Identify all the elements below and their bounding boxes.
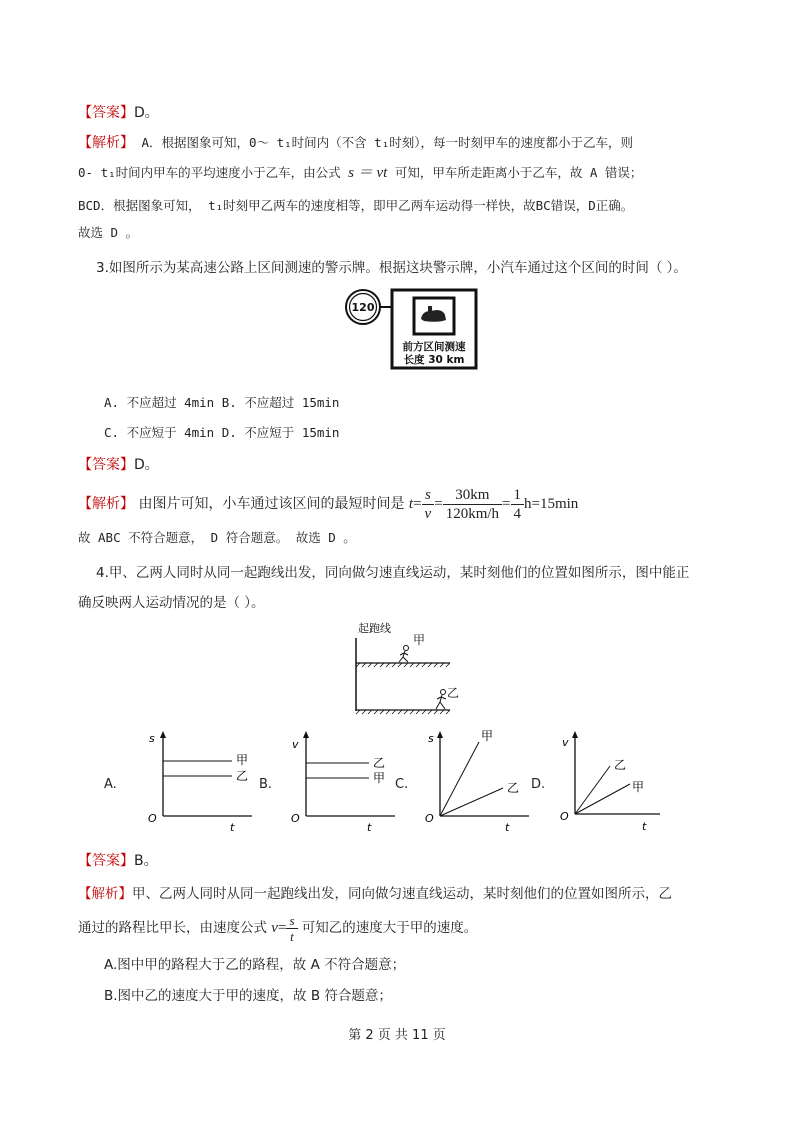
q4-option-a-analysis: A.图中甲的路程大于乙的路程，故 A 不符合题意； bbox=[104, 957, 406, 973]
svg-text:乙: 乙 bbox=[507, 781, 520, 795]
q3-answer: 【答案】D。 bbox=[78, 457, 159, 473]
page-footer: 第 2 页 共 11 页 bbox=[348, 1028, 446, 1043]
svg-text:v: v bbox=[562, 736, 569, 749]
svg-text:t: t bbox=[642, 820, 647, 832]
q3-stem: 3.如图所示为某高速公路上区间测速的警示牌。根据这块警示牌，小汽车通过这个区间的时间（ ）。 bbox=[96, 260, 687, 276]
q4-analysis-line1: 【解析】甲、乙两人同时从同一起跑线出发，同向做匀速直线运动，某时刻他们的位置如图所示，乙 bbox=[78, 886, 672, 902]
runner-jia-label: 甲 bbox=[413, 633, 426, 647]
svg-text:甲: 甲 bbox=[236, 753, 249, 767]
svg-text:s: s bbox=[428, 732, 434, 745]
graph-c bbox=[421, 728, 533, 832]
start-line-label: 起跑线 bbox=[358, 622, 391, 635]
svg-text:甲: 甲 bbox=[373, 771, 386, 785]
option-a-label: A. bbox=[104, 777, 117, 792]
svg-text:O: O bbox=[148, 812, 157, 825]
q4-option-b-analysis: B.图中乙的速度大于甲的速度，故 B 符合题意； bbox=[104, 988, 392, 1004]
svg-text:乙: 乙 bbox=[236, 769, 249, 783]
svg-text:乙: 乙 bbox=[614, 758, 627, 772]
sign-text-2: 长度 30 km bbox=[403, 354, 465, 366]
svg-text:O: O bbox=[425, 812, 434, 825]
answer-tag: 【答案】 bbox=[78, 105, 134, 121]
svg-text:甲: 甲 bbox=[632, 780, 645, 794]
speed-limit-value: 120 bbox=[351, 301, 375, 314]
q2-analysis-line1: 【解析】 A．根据图象可知，0～ t₁时间内（不含 t₁时刻），每一时刻甲车的速度都小于乙车，则 bbox=[78, 135, 633, 151]
fraction-s-over-v: $\frac{s}{v}$ bbox=[422, 486, 435, 523]
fraction-s-over-t: $\frac{s}{t}$ bbox=[286, 913, 297, 944]
q2-analysis-line4: 故选 D 。 bbox=[78, 225, 139, 240]
runner-yi-icon bbox=[436, 690, 446, 710]
sign-text-1: 前方区间测速 bbox=[402, 341, 466, 353]
svg-text:乙: 乙 bbox=[373, 756, 386, 770]
q3-analysis: 【解析】 由图片可知，小车通过该区间的最短时间是 t= $\frac{s}{v}$ = $\frac{30km}{120km/h}$ = $\frac{1}{4}$ h=15min bbox=[78, 486, 579, 522]
q4-stem-line1: 4.甲、乙两人同时从同一起跑线出发，同向做匀速直线运动，某时刻他们的位置如图所示，图中能正 bbox=[96, 565, 690, 581]
graph-d bbox=[556, 728, 668, 832]
graph-a bbox=[144, 730, 256, 832]
option-c-label: C. bbox=[395, 777, 409, 792]
option-d-label: D. bbox=[531, 777, 546, 792]
q3-option-ab: A. 不应超过 4min B. 不应超过 15min bbox=[104, 395, 340, 410]
svg-text:t: t bbox=[230, 821, 235, 832]
q3-conclusion: 故 ABC 不符合题意， D 符合题意。 故选 D 。 bbox=[78, 530, 356, 545]
speed-sign-figure bbox=[342, 288, 482, 372]
q3-option-cd: C. 不应短于 4min D. 不应短于 15min bbox=[104, 425, 340, 440]
runner-yi-label: 乙 bbox=[447, 686, 460, 700]
race-figure bbox=[350, 618, 460, 718]
q4-answer: 【答案】B。 bbox=[78, 853, 158, 869]
q2-answer: 【答案】D。 bbox=[78, 105, 159, 121]
option-b-label: B. bbox=[259, 777, 273, 792]
q2-analysis-line2: 0- t₁时间内甲车的平均速度小于乙车，由公式 s ＝ vt 可知，甲车所走距离小于乙车，故 A 错误； bbox=[78, 165, 643, 181]
runner-jia-icon bbox=[399, 646, 409, 663]
svg-text:v: v bbox=[292, 738, 299, 751]
svg-text:O: O bbox=[291, 812, 300, 825]
svg-text:t: t bbox=[505, 821, 510, 832]
q2-analysis-line3: BCD．根据图象可知， t₁时刻甲乙两车的速度相等，即甲乙两车运动得一样快，故BC错误，D正确。 bbox=[78, 198, 634, 213]
svg-text:甲: 甲 bbox=[481, 729, 494, 743]
fraction-one-quarter: $\frac{1}{4}$ bbox=[511, 486, 525, 523]
q4-stem-line2: 确反映两人运动情况的是（ ）。 bbox=[78, 595, 265, 611]
graph-b bbox=[287, 730, 399, 832]
svg-text:O: O bbox=[560, 810, 569, 823]
svg-text:s: s bbox=[149, 732, 155, 745]
fraction-distance-over-speed: $\frac{30km}{120km/h}$ bbox=[443, 486, 502, 523]
svg-text:t: t bbox=[367, 821, 372, 832]
analysis-tag: 【解析】 bbox=[78, 135, 134, 151]
q4-analysis-line2: 通过的路程比甲长，由速度公式 v= $\frac{s}{t}$ 可知乙的速度大于甲的速度。 bbox=[78, 912, 478, 944]
